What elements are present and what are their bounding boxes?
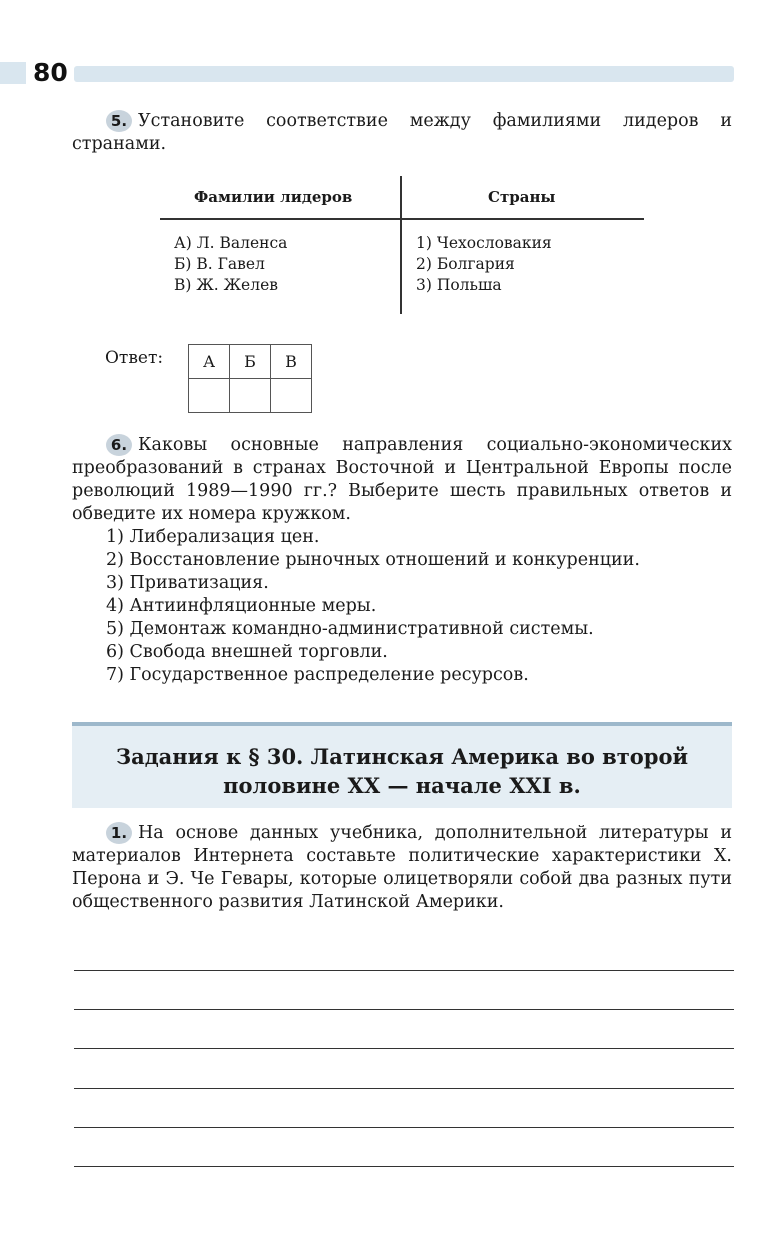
section-title-line-1: Задания к § 30. Латинская Америка во второй bbox=[115, 744, 689, 769]
answer-line[interactable] bbox=[74, 1088, 734, 1089]
leaders-column-header: Фамилии лидеров bbox=[194, 188, 353, 206]
task-6 bbox=[72, 434, 732, 687]
answer-line[interactable] bbox=[74, 1127, 734, 1128]
table-divider-vertical bbox=[400, 176, 402, 314]
header-bar-left bbox=[0, 62, 26, 84]
answer-line[interactable] bbox=[74, 1166, 734, 1167]
answer-cell-b[interactable] bbox=[230, 379, 271, 413]
option-item[interactable]: 4) Антиинфляционные меры. bbox=[106, 596, 377, 616]
task-6-text: Каковы основные направления социально-экономических преобразований в странах Восточной и Центральной Европы после революций 1989—1990 гг.? Выберите шесть правильных ответов и обведите их номера кружком. bbox=[72, 435, 732, 524]
answer-line[interactable] bbox=[74, 970, 734, 971]
answer-header-b: Б bbox=[230, 345, 271, 379]
leaders-list bbox=[174, 233, 287, 296]
answer-grid bbox=[188, 344, 312, 413]
task-1-text: На основе данных учебника, дополнительной литературы и материалов Интернета составьте политические характеристики Х. Перона и Э. Че Гевары, которые олицетворяли собой два разных пути общественного развития Латинской Америки. bbox=[72, 823, 732, 912]
task-5 bbox=[72, 110, 732, 156]
header-bar bbox=[74, 66, 734, 82]
answer-cell-v[interactable] bbox=[271, 379, 312, 413]
leader-item: Б) В. Гавел bbox=[174, 255, 265, 273]
task-1-number: 1. bbox=[106, 822, 132, 844]
country-item: 1) Чехословакия bbox=[416, 234, 552, 252]
country-item: 3) Польша bbox=[416, 276, 502, 294]
section-title-line-2: половине XX — начале XXI в. bbox=[223, 773, 581, 798]
option-item[interactable]: 6) Свобода внешней торговли. bbox=[106, 642, 388, 662]
task-6-number: 6. bbox=[106, 434, 132, 456]
task-6-options bbox=[72, 526, 732, 687]
option-item[interactable]: 7) Государственное распределение ресурсов. bbox=[106, 665, 529, 685]
task-1 bbox=[72, 822, 732, 914]
option-item[interactable]: 1) Либерализация цен. bbox=[106, 527, 320, 547]
countries-column-header: Страны bbox=[488, 188, 556, 206]
answer-header-v: В bbox=[271, 345, 312, 379]
answer-header-a: А bbox=[189, 345, 230, 379]
option-item[interactable]: 5) Демонтаж командно-административной системы. bbox=[106, 619, 594, 639]
answer-cell-a[interactable] bbox=[189, 379, 230, 413]
table-divider-horizontal bbox=[160, 218, 644, 220]
answer-line[interactable] bbox=[74, 1048, 734, 1049]
task-5-text: Установите соответствие между фамилиями лидеров и странами. bbox=[72, 111, 732, 154]
country-item: 2) Болгария bbox=[416, 255, 515, 273]
matching-table bbox=[160, 176, 644, 316]
leader-item: А) Л. Валенса bbox=[174, 234, 288, 252]
task-5-number: 5. bbox=[106, 110, 132, 132]
answer-label: Ответ: bbox=[105, 348, 164, 368]
countries-list bbox=[416, 233, 552, 296]
answer-line[interactable] bbox=[74, 1009, 734, 1010]
option-item[interactable]: 3) Приватизация. bbox=[106, 573, 269, 593]
page-number: 80 bbox=[33, 58, 68, 87]
option-item[interactable]: 2) Восстановление рыночных отношений и конкуренции. bbox=[106, 550, 640, 570]
section-title bbox=[72, 742, 732, 800]
leader-item: В) Ж. Желев bbox=[174, 276, 278, 294]
